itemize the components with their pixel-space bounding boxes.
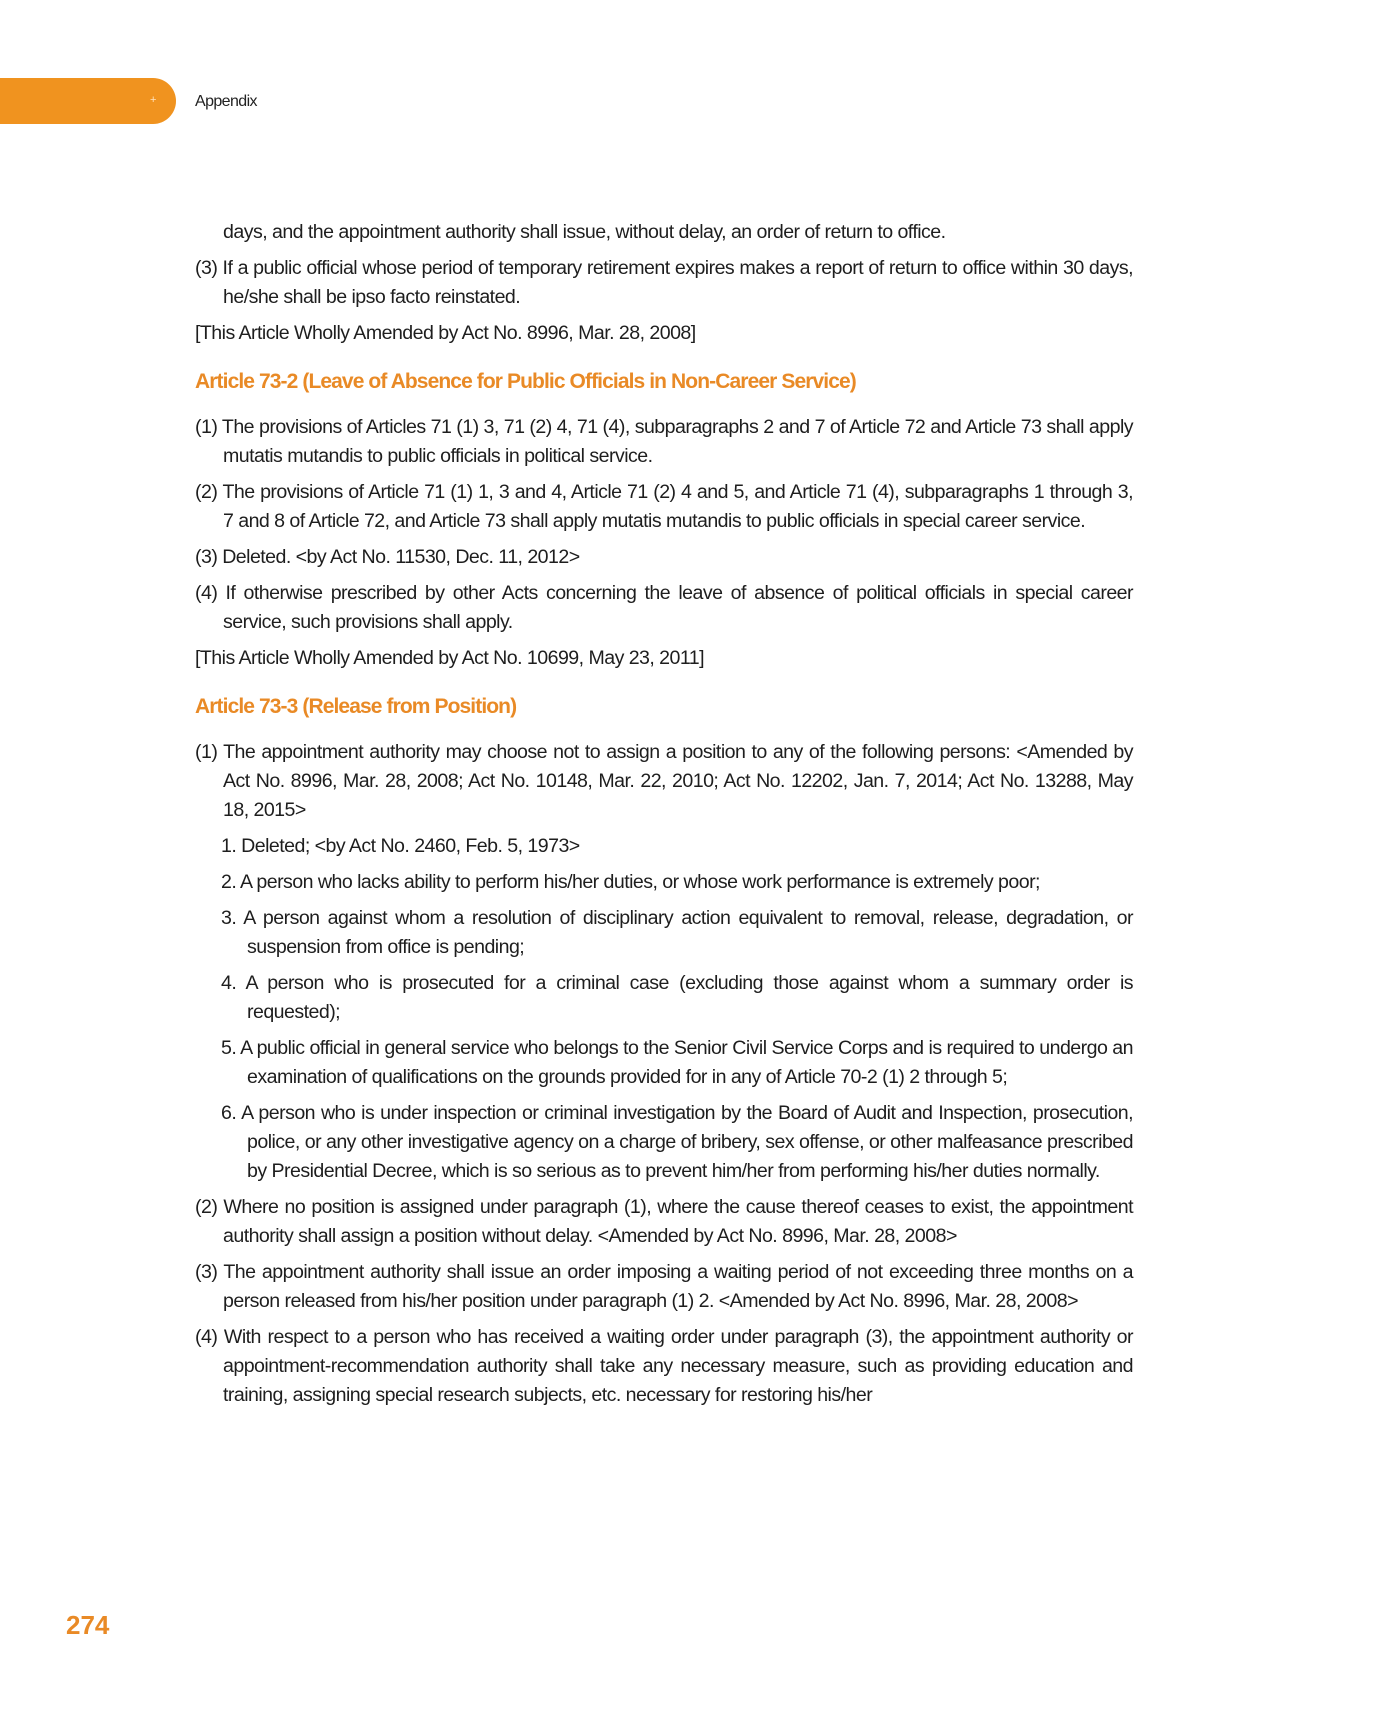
subparagraph-2: 2. A person who lacks ability to perform his/her duties, or whose work performance is extremely poor;	[221, 871, 1040, 893]
article-73-3-heading: Article 73-3 (Release from Position)	[195, 695, 517, 718]
subparagraph-4: 4. A person who is prosecuted for a criminal case (excluding those against whom a summary order is requested);	[221, 972, 1133, 1023]
amendment-note: [This Article Wholly Amended by Act No. 8996, Mar. 28, 2008]	[195, 322, 696, 344]
paragraph-3: (3) If a public official whose period of temporary retirement expires makes a report of return to office within 30 days, he/she shall be ipso facto reinstated.	[195, 257, 1133, 308]
article-73-3-paragraph-3: (3) The appointment authority shall issue an order imposing a waiting period of not exceeding three months on a person released from his/her position under paragraph (1) 2. <Amended by Act No. 8996, Mar. 28, 2008>	[195, 1261, 1133, 1312]
article-73-3-paragraph-2: (2) Where no position is assigned under paragraph (1), where the cause thereof ceases to exist, the appointment authority shall assign a position without delay. <Amended by Act No. 8996, Mar. 28, 2008>	[195, 1196, 1133, 1247]
article-73-2-paragraph-1: (1) The provisions of Articles 71 (1) 3, 71 (2) 4, 71 (4), subparagraphs 2 and 7 of Article 72 and Article 73 shall apply mutatis mutandis to public officials in political service.	[195, 416, 1133, 467]
article-73-2-paragraph-4: (4) If otherwise prescribed by other Acts concerning the leave of absence of political officials in special career service, such provisions shall apply.	[195, 582, 1133, 633]
section-label: Appendix	[195, 93, 257, 110]
subparagraph-5: 5. A public official in general service who belongs to the Senior Civil Service Corps and is required to undergo an examination of qualifications on the grounds provided for in any of Article 70-2 (1) 2 through 5;	[221, 1037, 1133, 1088]
subparagraph-1: 1. Deleted; <by Act No. 2460, Feb. 5, 1973>	[221, 835, 580, 857]
tab-marker: +	[150, 94, 157, 106]
article-73-3-paragraph-1: (1) The appointment authority may choose not to assign a position to any of the following persons: <Amended by Act No. 8996, Mar. 28, 2008; Act No. 10148, Mar. 22, 2010; Act No. 12202, Jan. 7, 2014; Act No. 13288, May 18, 2015>	[195, 741, 1133, 821]
article-73-2-heading: Article 73-2 (Leave of Absence for Public Officials in Non-Career Service)	[195, 370, 856, 393]
subparagraph-6: 6. A person who is under inspection or criminal investigation by the Board of Audit and Inspection, prosecution, police, or any other investigative agency on a charge of bribery, sex offense, or other malfeasance prescribed by Presidential Decree, which is so serious as to prevent him/her from performing his/her duties normally.	[221, 1102, 1133, 1182]
continued-text: days, and the appointment authority shall issue, without delay, an order of return to office.	[223, 221, 946, 243]
article-73-3-paragraph-4: (4) With respect to a person who has received a waiting order under paragraph (3), the appointment authority or appointment-recommendation authority shall take any necessary measure, such as providing education and training, assigning special research subjects, etc. necessary for restoring his/her	[195, 1326, 1133, 1406]
article-73-2-paragraph-3: (3) Deleted. <by Act No. 11530, Dec. 11, 2012>	[195, 546, 580, 568]
subparagraph-3: 3. A person against whom a resolution of disciplinary action equivalent to removal, release, degradation, or suspension from office is pending;	[221, 907, 1133, 958]
article-73-2-paragraph-2: (2) The provisions of Article 71 (1) 1, 3 and 4, Article 71 (2) 4 and 5, and Article 71 (4), subparagraphs 1 through 3, 7 and 8 of Article 72, and Article 73 shall apply mutatis mutandis to public officials in special career service.	[195, 481, 1133, 532]
page-content	[195, 218, 1133, 1417]
article-73-2-amendment-note: [This Article Wholly Amended by Act No. 10699, May 23, 2011]	[195, 647, 705, 669]
page-number: 274	[66, 1610, 110, 1640]
